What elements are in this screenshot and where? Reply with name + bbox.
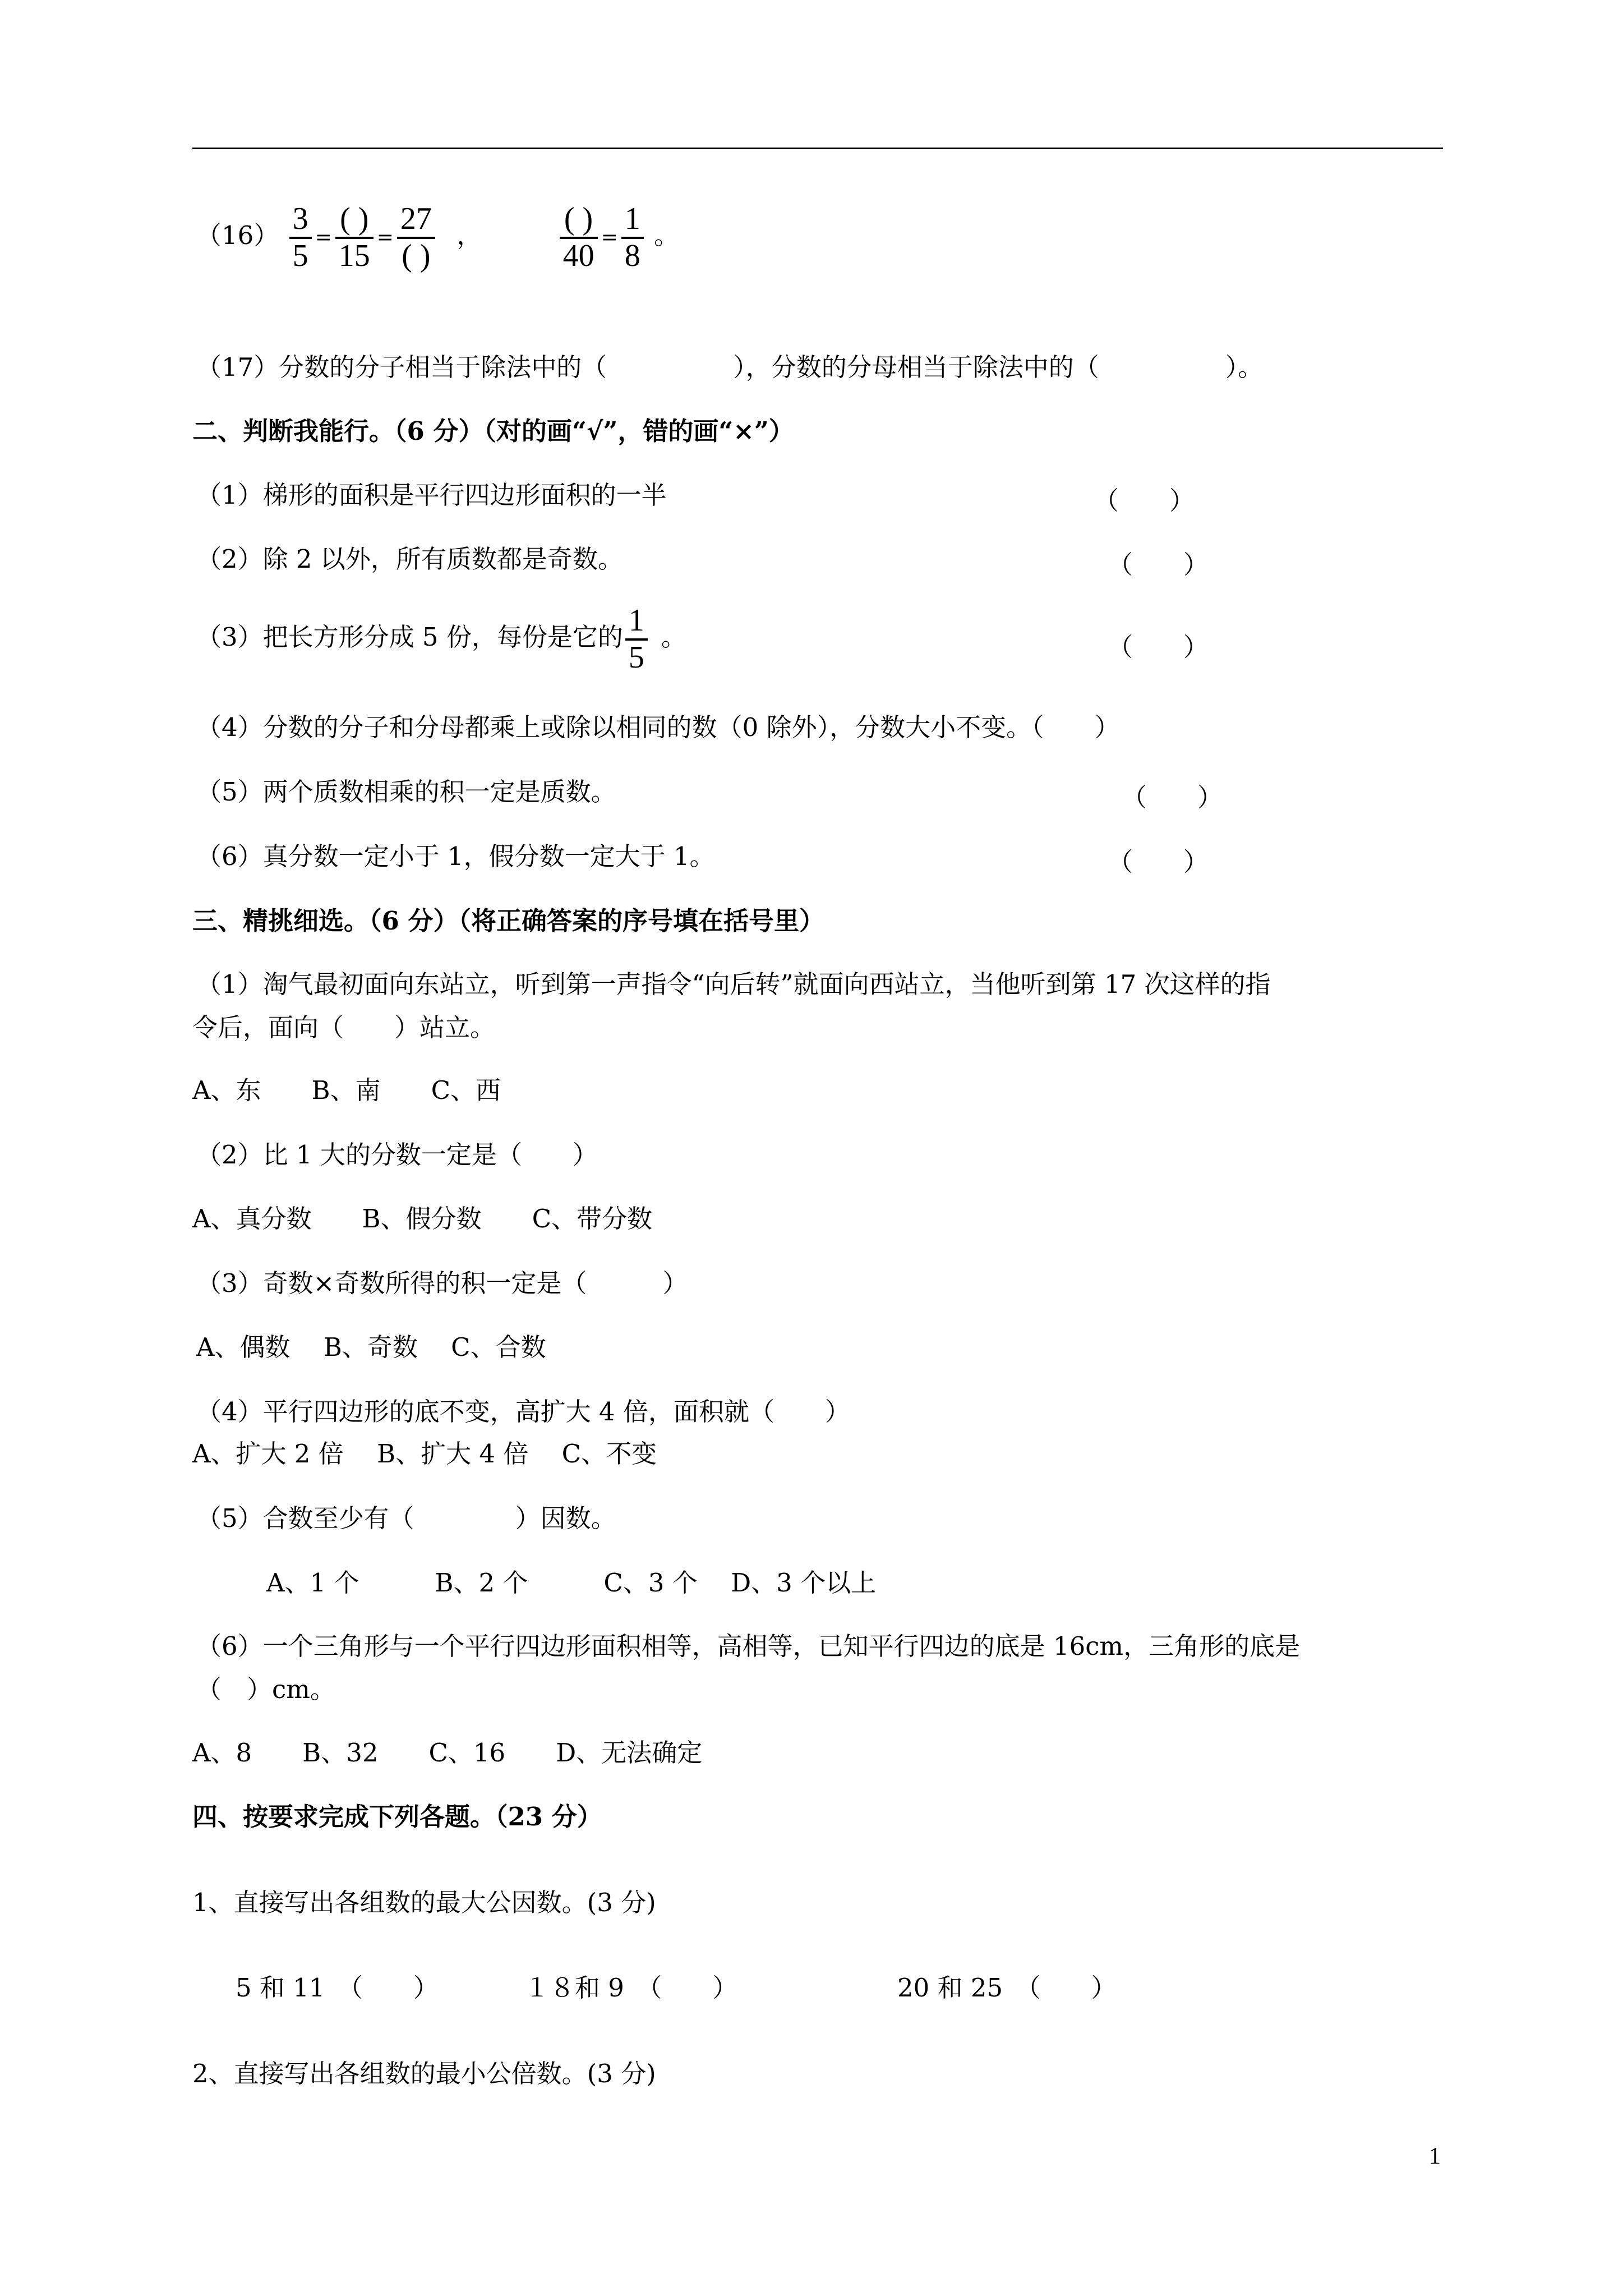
judge-blank-6: （ ） (1108, 847, 1209, 877)
judge-item-2: （2）除 2 以外，所有质数都是奇数。 (196, 544, 623, 574)
q16-label: （16） (196, 220, 279, 251)
question-17: （17）分数的分子相当于除法中的（ ），分数的分母相当于除法中的（ ）。 (196, 352, 1264, 382)
judge-item-1: （1）梯形的面积是平行四边形面积的一半 (196, 480, 667, 510)
fraction-1-8: $\frac{1}{8}$ (621, 202, 644, 273)
choice-q3: （3）奇数×奇数所得的积一定是（ ） (196, 1268, 688, 1298)
header-rule (192, 148, 1443, 149)
choice-q1-line1: （1）淘气最初面向东站立，听到第一声指令“向后转”就面向西站立，当他听到第 17 次这样的指 (196, 969, 1271, 999)
fraction-3-5: $\frac{3}{5}$ (289, 202, 312, 273)
choice-q3-options: A、偶数 B、奇数 C、合数 (196, 1332, 546, 1362)
fraction-1-5: $\frac{1}{5}$ (625, 604, 648, 675)
section-2-heading: 二、判断我能行。（6 分）（对的画“√”，错的画“×”） (192, 416, 794, 446)
choice-q2: （2）比 1 大的分数一定是（ ） (196, 1140, 598, 1170)
judge-blank-5: （ ） (1122, 783, 1223, 812)
choice-q6-options: A、8 B、32 C、16 D、无法确定 (192, 1738, 703, 1768)
judge-item-3: （3）把长方形分成 5 份，每份是它的 $\frac{1}{5}$ 。 (196, 603, 686, 675)
page-number: 1 (1429, 2143, 1441, 2169)
choice-q5: （5）合数至少有（ ）因数。 (196, 1503, 616, 1533)
judge-item-4: （4）分数的分子和分母都乘上或除以相同的数（0 除外），分数大小不变。（ ） (196, 712, 1120, 742)
gcf-item-1: 5 和 11 （ ） (236, 1973, 439, 2003)
judge-item-5: （5）两个质数相乘的积一定是质数。 (196, 777, 616, 807)
choice-q2-options: A、真分数 B、假分数 C、带分数 (192, 1204, 652, 1234)
question-16: （16） $\frac{3}{5}$ = $\frac{( )}{15}$ = $\frac{27}{( )}$ ， $\frac{( )}{40}$ = $\frac{1}{8}$ 。 (196, 201, 680, 273)
choice-q6-line2: （ ）cm。 (196, 1674, 335, 1704)
choice-q4-options: A、扩大 2 倍 B、扩大 4 倍 C、不变 (192, 1439, 657, 1469)
lcm-question: 2、直接写出各组数的最小公倍数。(3 分) (192, 2059, 656, 2088)
q16-end: 。 (654, 220, 680, 251)
fraction-blank-40: $\frac{( )}{40}$ (560, 202, 598, 273)
choice-q1-line2: 令后，面向（ ）站立。 (192, 1013, 496, 1042)
judge-blank-1: （ ） (1094, 486, 1195, 516)
gcf-question: 1、直接写出各组数的最大公因数。(3 分) (192, 1888, 656, 1917)
choice-q1-options: A、东 B、南 C、西 (192, 1075, 501, 1105)
choice-q6-line1: （6）一个三角形与一个平行四边形面积相等，高相等，已知平行四边的底是 16cm，三角形的底是 (196, 1631, 1301, 1661)
gcf-item-3: 20 和 25 （ ） (897, 1973, 1117, 2003)
fraction-27-blank: $\frac{27}{( )}$ (397, 202, 435, 273)
judge-item-6: （6）真分数一定小于 1，假分数一定大于 1。 (196, 841, 715, 871)
judge-blank-3: （ ） (1108, 632, 1209, 662)
choice-q4: （4）平行四边形的底不变，高扩大 4 倍，面积就（ ） (196, 1397, 850, 1427)
gcf-item-2: １８和 9 （ ） (524, 1973, 738, 2003)
q16-separator: ， (457, 220, 482, 251)
section-3-heading: 三、精挑细选。（6 分）（将正确答案的序号填在括号里） (192, 906, 824, 936)
judge-blank-2: （ ） (1108, 550, 1209, 579)
choice-q5-options: A、1 个 B、2 个 C、3 个 D、3 个以上 (266, 1568, 877, 1598)
section-4-heading: 四、按要求完成下列各题。（23 分） (192, 1802, 602, 1832)
fraction-blank-15: $\frac{( )}{15}$ (335, 202, 374, 273)
